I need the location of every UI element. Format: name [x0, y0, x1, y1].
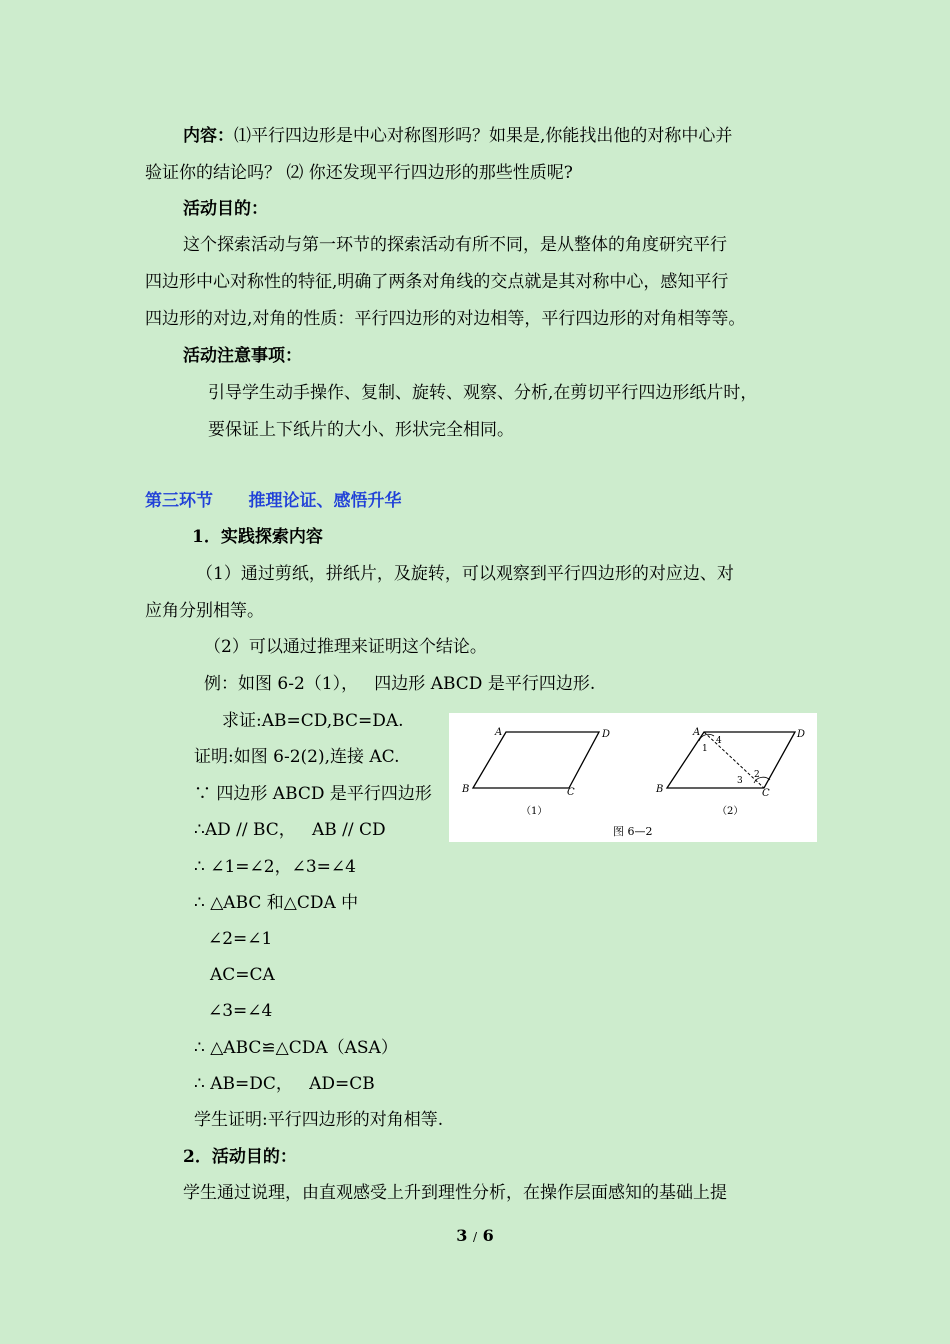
- figure-6-2: [449, 713, 817, 842]
- proof-line-2: ∵ 四边形 ABCD 是平行四边形: [194, 784, 432, 804]
- prove-line: 求证:AB=CD,BC=DA.: [222, 711, 404, 731]
- purpose-line-3: 四边形的对边,对角的性质：平行四边形的对边相等，平行四边形的对角相等等。: [145, 309, 746, 329]
- parallelogram-2: [667, 732, 795, 788]
- notes-line-1: 引导学生动手操作、复制、旋转、观察、分析,在剪切平行四边形纸片时，: [208, 383, 758, 403]
- fig2-label-c: C: [762, 788, 770, 799]
- fig2-label-d: D: [797, 729, 806, 740]
- angle-label-4: 4: [716, 736, 722, 746]
- item2-line1: 学生通过说理，由直观感受上升到理性分析，在操作层面感知的基础上提: [183, 1183, 727, 1203]
- fig1-label-c: C: [567, 787, 575, 798]
- fig1-label-d: D: [602, 729, 611, 740]
- fig1-caption: （1）: [521, 806, 548, 817]
- page-number: 3: [456, 1226, 468, 1245]
- proof-line-10: ∴ AB=DC， AD=CB: [194, 1074, 375, 1094]
- page-total: 6: [482, 1226, 494, 1245]
- section3-title: 第三环节 推理论证、感悟升华: [145, 491, 402, 511]
- purpose-line-1: 这个探索活动与第一环节的探索活动有所不同，是从整体的角度研究平行: [183, 235, 727, 255]
- item1-p1-line1: （1）通过剪纸，拼纸片，及旋转，可以观察到平行四边形的对应边、对: [196, 564, 734, 584]
- page-separator: /: [472, 1230, 478, 1244]
- fig2-label-a: A: [693, 727, 701, 738]
- item2-title: 2．活动目的：: [183, 1147, 297, 1167]
- proof-line-7: AC=CA: [210, 965, 275, 985]
- item1-title: 1．实践探索内容: [192, 527, 323, 547]
- fig2-label-b: B: [656, 784, 664, 795]
- fig1-label-b: B: [462, 784, 470, 795]
- fig2-caption: （2）: [717, 806, 744, 817]
- example-line: 例：如图 6-2（1）， 四边形 ABCD 是平行四边形.: [204, 674, 596, 694]
- angle-label-1: 1: [702, 744, 708, 754]
- notes-label: 活动注意事项：: [183, 346, 302, 366]
- proof-line-6: ∠2=∠1: [208, 929, 273, 949]
- figure-caption: 图 6—2: [613, 825, 653, 838]
- purpose-line-2: 四边形中心对称性的特征,明确了两条对角线的交点就是其对称中心，感知平行: [145, 272, 729, 292]
- content-label: 内容：: [183, 126, 234, 146]
- fig1-label-a: A: [495, 727, 503, 738]
- angle-label-3: 3: [737, 776, 743, 786]
- angle-label-2: 2: [754, 770, 760, 780]
- content-line-1: 内容：⑴平行四边形是中心对称图形吗？如果是,你能找出他的对称中心并: [183, 126, 733, 146]
- purpose-label: 活动目的：: [183, 199, 268, 219]
- proof-line-9: ∴ △ABC≌△CDA（ASA）: [194, 1038, 398, 1058]
- item1-p1-line2: 应角分别相等。: [145, 601, 264, 621]
- proof-line-4: ∴ ∠1=∠2，∠3=∠4: [194, 857, 356, 877]
- content-line-2: 验证你的结论吗？ ⑵ 你还发现平行四边形的那些性质呢?: [145, 163, 573, 183]
- parallelogram-1: [473, 732, 599, 788]
- proof-line-11: 学生证明:平行四边形的对角相等.: [194, 1110, 444, 1130]
- proof-line-3: ∴AD // BC， AB // CD: [194, 820, 386, 840]
- figure-diagram: [449, 713, 817, 842]
- proof-line-8: ∠3=∠4: [208, 1001, 273, 1021]
- item1-p2: （2）可以通过推理来证明这个结论。: [204, 637, 487, 657]
- page-footer: [0, 1226, 950, 1245]
- proof-line-1: 证明:如图 6-2(2),连接 AC.: [194, 747, 400, 767]
- proof-line-5: ∴ △ABC 和△CDA 中: [194, 893, 359, 913]
- notes-line-2: 要保证上下纸片的大小、形状完全相同。: [208, 420, 514, 440]
